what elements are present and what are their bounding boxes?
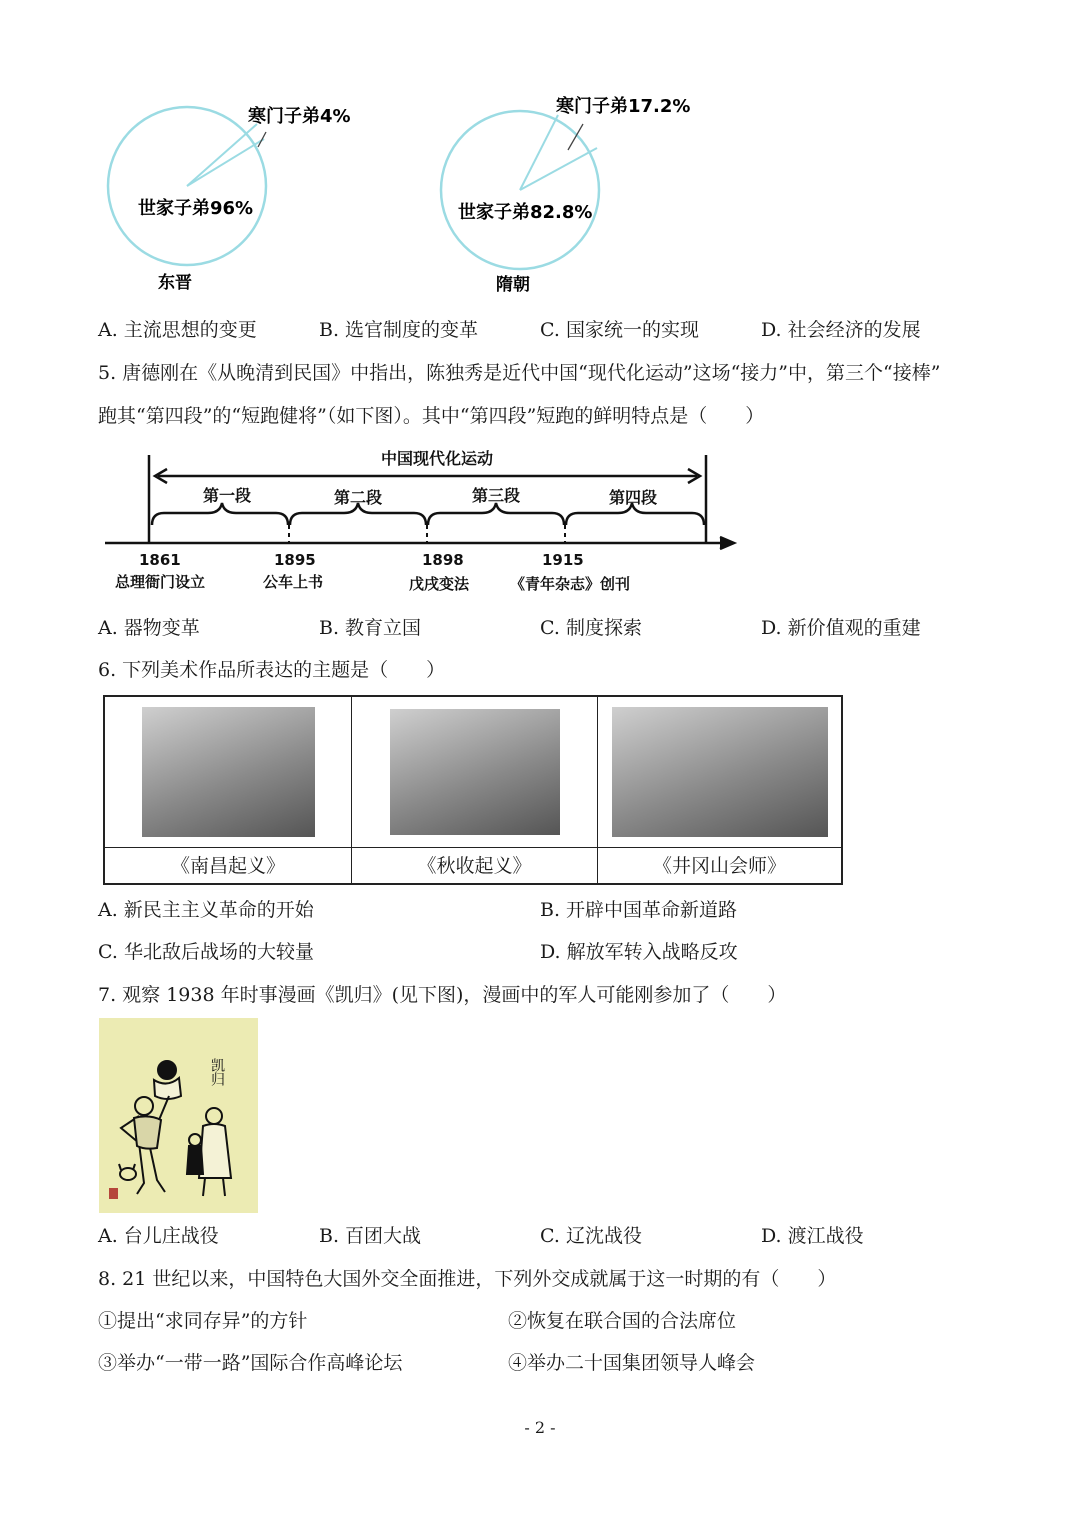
artwork-autumn-harvest-image bbox=[390, 709, 560, 835]
q6-option-a: A. 新民主主义革命的开始 bbox=[98, 899, 314, 921]
timeline-segment-2: 第二段 bbox=[334, 488, 383, 507]
cartoon-drawing bbox=[99, 1018, 258, 1213]
artwork-nanchang-image bbox=[142, 707, 315, 837]
pie-left-poor-label: 寒门子弟4% bbox=[248, 106, 351, 127]
artwork-cell-1 bbox=[105, 697, 352, 847]
q6-question: 6. 下列美术作品所表达的主题是（ ） bbox=[98, 659, 446, 681]
pie-right-poor-label: 寒门子弟17.2% bbox=[556, 96, 691, 117]
q8-item-4: ④举办二十国集团领导人峰会 bbox=[508, 1352, 756, 1374]
artwork-table bbox=[103, 695, 843, 885]
q6-option-c: C. 华北敌后战场的大较量 bbox=[98, 941, 314, 963]
q7-option-b: B. 百团大战 bbox=[319, 1225, 422, 1247]
pie-left-era: 东晋 bbox=[158, 273, 192, 293]
pie-right-noble-label: 世家子弟82.8% bbox=[458, 202, 593, 223]
q4-option-a: A. 主流思想的变更 bbox=[98, 319, 257, 341]
timeline-event-2: 公车上书 bbox=[263, 573, 324, 591]
q4-option-d: D. 社会经济的发展 bbox=[761, 319, 921, 341]
q8-question: 8. 21 世纪以来，中国特色大国外交全面推进，下列外交成就属于这一时期的有（ ） bbox=[98, 1268, 837, 1290]
timeline-year-1915: 1915 bbox=[542, 551, 584, 569]
q4-option-b: B. 选官制度的变革 bbox=[319, 319, 479, 341]
q5-timeline bbox=[100, 445, 745, 595]
q7-question: 7. 观察 1938 年时事漫画《凯归》(见下图)，漫画中的军人可能刚参加了（ ） bbox=[98, 984, 787, 1006]
q7-option-d: D. 渡江战役 bbox=[761, 1225, 864, 1247]
pie-right bbox=[441, 95, 690, 295]
q5-option-b: B. 教育立国 bbox=[319, 617, 422, 639]
timeline-year-1861: 1861 bbox=[139, 551, 181, 569]
page-number: - 2 - bbox=[524, 1418, 556, 1437]
pie-right-era: 隋朝 bbox=[496, 275, 530, 295]
artwork-cell-3 bbox=[598, 697, 841, 847]
timeline-event-1: 总理衙门设立 bbox=[115, 573, 206, 591]
q5-question-line2: 跑其“第四段”的“短跑健将”（如下图）。其中“第四段”短跑的鲜明特点是（ ） bbox=[98, 405, 765, 427]
timeline-segment-4: 第四段 bbox=[609, 488, 658, 507]
artwork-caption-2: 《秋收起义》 bbox=[352, 847, 598, 885]
q5-question-line1: 5. 唐德刚在《从晚清到民国》中指出，陈独秀是近代中国“现代化运动”这场“接力”中，第三个“接棒” bbox=[98, 362, 941, 384]
timeline-event-4: 《青年杂志》创刊 bbox=[510, 575, 631, 593]
timeline-segment-3: 第三段 bbox=[472, 486, 521, 505]
cartoon-kaigui bbox=[99, 1018, 258, 1213]
q6-option-d: D. 解放军转入战略反攻 bbox=[540, 941, 738, 963]
timeline-year-1895: 1895 bbox=[274, 551, 316, 569]
q6-option-b: B. 开辟中国革命新道路 bbox=[540, 899, 738, 921]
q5-option-a: A. 器物变革 bbox=[98, 617, 200, 639]
q8-item-1: ①提出“求同存异”的方针 bbox=[98, 1310, 308, 1332]
q4-option-c: C. 国家统一的实现 bbox=[540, 319, 699, 341]
q5-option-c: C. 制度探索 bbox=[540, 617, 642, 639]
cartoon-title: 凯归 bbox=[209, 1058, 225, 1086]
artwork-caption-1: 《南昌起义》 bbox=[105, 847, 352, 885]
q7-option-a: A. 台儿庄战役 bbox=[98, 1225, 219, 1247]
pie-charts bbox=[100, 90, 720, 300]
artwork-caption-3: 《井冈山会师》 bbox=[598, 847, 841, 885]
timeline-event-3: 戊戌变法 bbox=[409, 575, 470, 593]
pie-left bbox=[108, 105, 351, 293]
timeline-segment-1: 第一段 bbox=[203, 486, 252, 505]
q5-option-d: D. 新价值观的重建 bbox=[761, 617, 921, 639]
q8-item-3: ③举办“一带一路”国际合作高峰论坛 bbox=[98, 1352, 403, 1374]
artwork-cell-2 bbox=[352, 697, 598, 847]
artwork-jinggangshan-image bbox=[612, 707, 828, 837]
timeline-year-1898: 1898 bbox=[422, 551, 464, 569]
timeline-title: 中国现代化运动 bbox=[381, 449, 494, 468]
pie-left-noble-label: 世家子弟96% bbox=[138, 198, 254, 219]
q7-option-c: C. 辽沈战役 bbox=[540, 1225, 642, 1247]
q8-item-2: ②恢复在联合国的合法席位 bbox=[508, 1310, 737, 1332]
